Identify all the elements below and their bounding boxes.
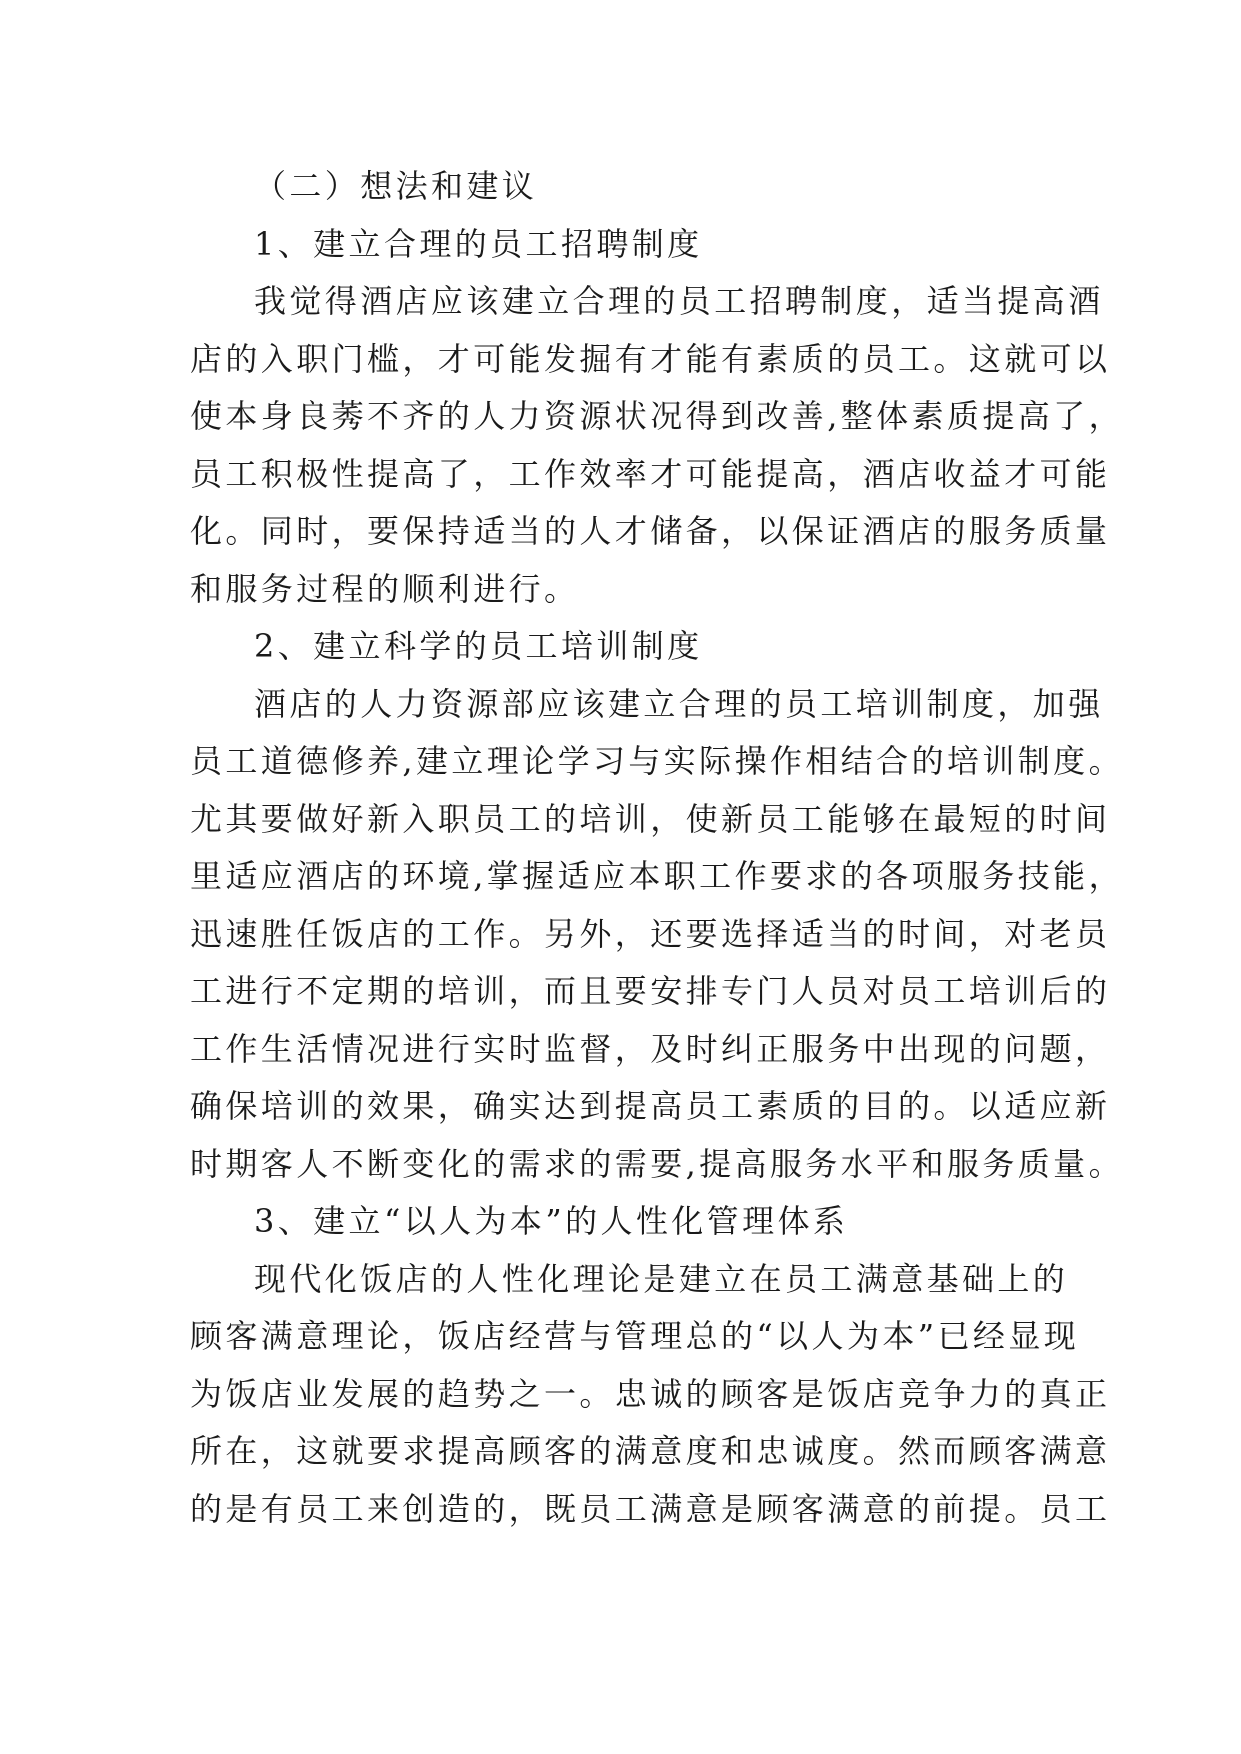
paragraph-line: 工进行不定期的培训，而且要安排专门人员对员工培训后的	[190, 972, 1111, 1010]
paragraph-line: 员工积极性提高了，工作效率才可能提高，酒店收益才可能	[190, 454, 1111, 493]
paragraph-line: 时期客人不断变化的需求的需要,提高服务水平和服务质量。	[190, 1144, 1124, 1183]
paragraph-line: 里适应酒店的环境,掌握适应本职工作要求的各项服务技能，	[190, 857, 1124, 895]
paragraph-line: 现代化饭店的人性化理论是建立在员工满意基础上的	[254, 1259, 1069, 1298]
paragraph-line: 的是有员工来创造的，既员工满意是顾客满意的前提。员工	[190, 1489, 1111, 1528]
paragraph-line: 使本身良莠不齐的人力资源状况得到改善,整体素质提高了，	[190, 397, 1124, 435]
paragraph-line: 工作生活情况进行实时监督，及时纠正服务中出现的问题，	[190, 1029, 1111, 1068]
section-heading: （二）想法和建议	[254, 167, 538, 205]
paragraph-line: 所在，这就要求提高顾客的满意度和忠诚度。然而顾客满意	[190, 1432, 1111, 1470]
subsection-heading: 3、建立“以人为本”的人性化管理体系	[254, 1202, 849, 1240]
paragraph-line: 确保培训的效果，确实达到提高员工素质的目的。以适应新	[190, 1087, 1111, 1125]
paragraph-line: 为饭店业发展的趋势之一。忠诚的顾客是饭店竞争力的真正	[190, 1374, 1111, 1413]
paragraph-line: 酒店的人力资源部应该建立合理的员工培训制度，加强	[254, 684, 1104, 723]
subsection-heading: 1、建立合理的员工招聘制度	[254, 224, 703, 263]
paragraph-line: 尤其要做好新入职员工的培训，使新员工能够在最短的时间	[190, 799, 1111, 838]
document-body	[190, 158, 1124, 1538]
paragraph-line: 我觉得酒店应该建立合理的员工招聘制度，适当提高酒	[254, 282, 1104, 320]
subsection-heading: 2、建立科学的员工培训制度	[254, 627, 703, 665]
paragraph-line: 员工道德修养,建立理论学习与实际操作相结合的培训制度。	[190, 742, 1124, 780]
paragraph-line: 顾客满意理论，饭店经营与管理总的“以人为本”已经显现	[190, 1317, 1080, 1355]
paragraph-line: 迅速胜任饭店的工作。另外，还要选择适当的时间，对老员	[190, 914, 1111, 953]
paragraph-line: 和服务过程的顺利进行。	[190, 569, 580, 608]
paragraph-line: 店的入职门槛，才可能发掘有才能有素质的员工。这就可以	[190, 339, 1111, 378]
paragraph-line: 化。同时，要保持适当的人才储备，以保证酒店的服务质量	[190, 512, 1111, 550]
